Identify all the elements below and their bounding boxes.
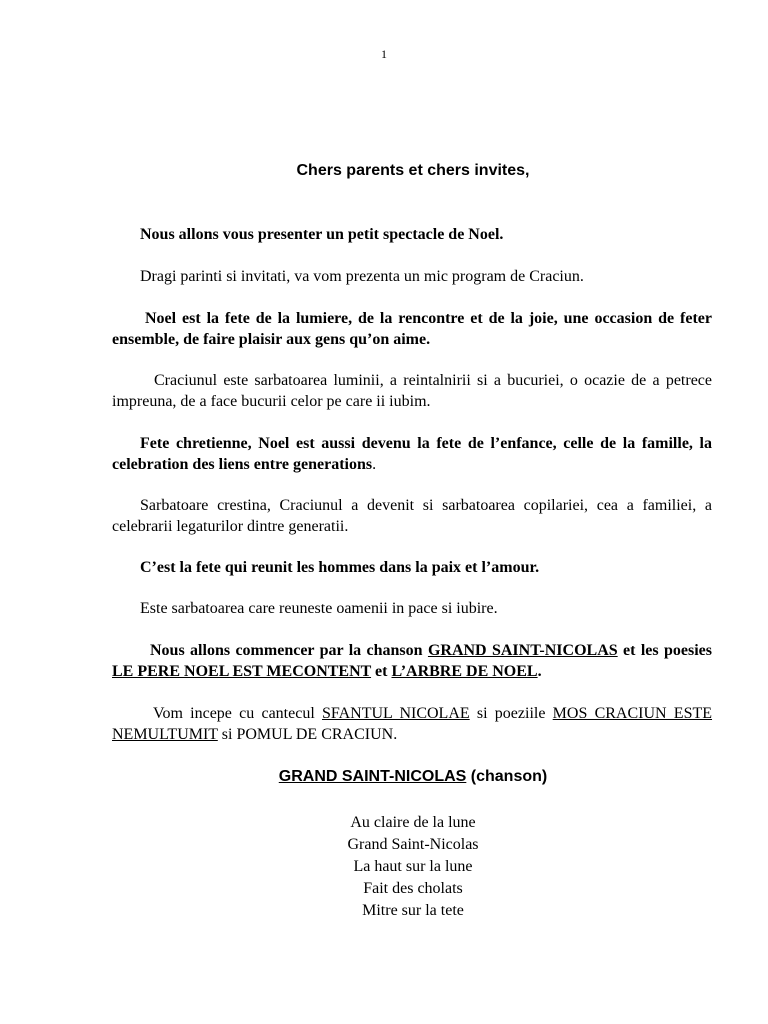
program-ro-text-3: si POMUL DE CRACIUN. [217, 726, 398, 743]
song-line: La haut sur la lune [353, 858, 473, 875]
program-ro-text-2: si poeziile [469, 705, 553, 722]
paragraph-fr-fete-chretienne [112, 433, 712, 475]
program-ro-poem-1-title: MOS CRACIUN ESTE NEMULTUMIT [112, 705, 713, 743]
paragraph-ro-sarbatoare-crestina: Sarbatoare crestina, Craciunul a devenit si sarbatoarea copilariei, cea a familiei, a celebrarii legaturilor dintre generatii. [112, 497, 712, 535]
paragraph-fr-intro: Nous allons vous presenter un petit spectacle de Noel. [140, 226, 504, 243]
paragraph-ro-intro: Dragi parinti si invitati, va vom prezenta un mic program de Craciun. [140, 268, 584, 285]
paragraph-fr-programme [112, 640, 712, 682]
paragraph-fr-paix-amour: C’est la fete qui reunit les hommes dans la paix et l’amour. [140, 559, 540, 576]
greeting-heading: Chers parents et chers invites, [296, 162, 530, 179]
programme-fr-text-1: Nous allons commencer par la chanson [150, 642, 428, 659]
programme-fr-poem-2-title: L’ARBRE DE NOEL [391, 663, 538, 680]
programme-fr-text-2: et les poesies [617, 642, 712, 659]
song-title: GRAND SAINT-NICOLAS [278, 768, 467, 785]
programme-fr-poem-1-title: LE PERE NOEL EST MECONTENT [112, 663, 372, 680]
song-line: Mitre sur la tete [362, 902, 464, 919]
programme-fr-text-4: . [537, 663, 542, 680]
song-line: Fait des cholats [363, 880, 463, 897]
song-subtitle: (chanson) [466, 768, 548, 785]
programme-fr-text-3: et [371, 663, 392, 680]
program-ro-text-1: Vom incepe cu cantecul [153, 705, 322, 722]
song-line: Au claire de la lune [350, 814, 476, 831]
programme-fr-song-title: GRAND SAINT-NICOLAS [427, 642, 618, 659]
paragraph-ro-pace-iubire: Este sarbatoarea care reuneste oamenii in pace si iubire. [140, 600, 498, 617]
paragraph-fr-fete-chretienne-text: Fete chretienne, Noel est aussi devenu la fete de l’enfance, celle de la famille, la celebration des liens entre generations [112, 435, 712, 473]
song-line: Grand Saint-Nicolas [347, 836, 479, 853]
song-lyrics [0, 812, 768, 922]
program-ro-song-title: SFANTUL NICOLAE [322, 705, 470, 722]
paragraph-fr-fete-chretienne-end: . [372, 456, 377, 473]
paragraph-ro-program [112, 703, 712, 745]
song-heading [0, 766, 768, 787]
paragraph-ro-craciun-lumina: Craciunul este sarbatoarea luminii, a reintalnirii si a bucuriei, o ocazie de a petrece impreuna, de a face bucurii celor pe care ii iubim. [112, 372, 712, 410]
page-number: 1 [381, 47, 387, 61]
paragraph-fr-noel-lumiere: Noel est la fete de la lumiere, de la rencontre et de la joie, une occasion de feter ensemble, de faire plaisir aux gens qu’on aime. [112, 310, 712, 348]
